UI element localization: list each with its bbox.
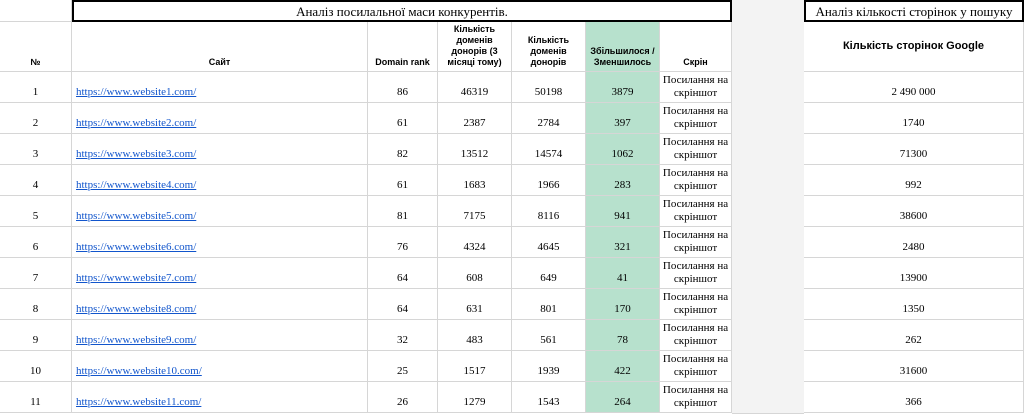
row-screenshot-link[interactable]: Посилання на скріншот — [660, 227, 732, 258]
row-screenshot-link[interactable]: Посилання на скріншот — [660, 103, 732, 134]
row-site-link[interactable]: https://www.website6.com/ — [72, 227, 368, 258]
row-domain-rank[interactable]: 76 — [368, 227, 438, 258]
row-screenshot-link[interactable]: Посилання на скріншот — [660, 320, 732, 351]
row-domain-rank[interactable]: 82 — [368, 134, 438, 165]
row-screenshot-link[interactable]: Посилання на скріншот — [660, 289, 732, 320]
row-screenshot-link[interactable]: Посилання на скріншот — [660, 351, 732, 382]
row-site-link[interactable]: https://www.website2.com/ — [72, 103, 368, 134]
row-change[interactable]: 264 — [586, 382, 660, 413]
row-site-link[interactable]: https://www.website1.com/ — [72, 72, 368, 103]
pages-analysis-title: Аналіз кількості сторінок у пошуку — [804, 0, 1024, 22]
row-donors-3-months[interactable]: 1279 — [438, 382, 512, 413]
row-google-pages[interactable]: 13900 — [804, 258, 1024, 289]
row-google-pages[interactable]: 1350 — [804, 289, 1024, 320]
row-donors[interactable]: 50198 — [512, 72, 586, 103]
header-change[interactable]: Збільшилося / Зменшилось — [586, 22, 660, 72]
header-donors-3-months[interactable]: Кількість доменів донорів (3 місяці тому) — [438, 22, 512, 72]
row-donors[interactable]: 1966 — [512, 165, 586, 196]
row-donors-3-months[interactable]: 483 — [438, 320, 512, 351]
row-num[interactable]: 8 — [0, 289, 72, 320]
row-google-pages[interactable]: 71300 — [804, 134, 1024, 165]
row-screenshot-link[interactable]: Посилання на скріншот — [660, 258, 732, 289]
backlink-analysis-title: Аналіз посилальної маси конкурентів. — [72, 0, 732, 22]
row-donors[interactable]: 801 — [512, 289, 586, 320]
row-num[interactable]: 11 — [0, 382, 72, 413]
row-num[interactable]: 3 — [0, 134, 72, 165]
row-screenshot-link[interactable]: Посилання на скріншот — [660, 382, 732, 413]
row-num[interactable]: 7 — [0, 258, 72, 289]
row-num[interactable]: 4 — [0, 165, 72, 196]
row-domain-rank[interactable]: 81 — [368, 196, 438, 227]
header-screen[interactable]: Скрін — [660, 22, 732, 72]
row-num[interactable]: 6 — [0, 227, 72, 258]
header-google-pages[interactable]: Кількість сторінок Google — [804, 22, 1024, 72]
row-change[interactable]: 321 — [586, 227, 660, 258]
row-google-pages[interactable]: 992 — [804, 165, 1024, 196]
row-donors[interactable]: 2784 — [512, 103, 586, 134]
row-google-pages[interactable]: 2 490 000 — [804, 72, 1024, 103]
header-domain-rank[interactable]: Domain rank — [368, 22, 438, 72]
row-donors-3-months[interactable]: 608 — [438, 258, 512, 289]
row-donors[interactable]: 4645 — [512, 227, 586, 258]
row-change[interactable]: 3879 — [586, 72, 660, 103]
row-site-link[interactable]: https://www.website9.com/ — [72, 320, 368, 351]
row-change[interactable]: 422 — [586, 351, 660, 382]
row-donors[interactable]: 1939 — [512, 351, 586, 382]
row-num[interactable]: 2 — [0, 103, 72, 134]
header-donors[interactable]: Кількість доменів донорів — [512, 22, 586, 72]
row-domain-rank[interactable]: 86 — [368, 72, 438, 103]
row-domain-rank[interactable]: 26 — [368, 382, 438, 413]
row-change[interactable]: 397 — [586, 103, 660, 134]
row-change[interactable]: 41 — [586, 258, 660, 289]
row-domain-rank[interactable]: 64 — [368, 289, 438, 320]
row-donors-3-months[interactable]: 7175 — [438, 196, 512, 227]
header-num[interactable]: № — [0, 22, 72, 72]
row-google-pages[interactable]: 31600 — [804, 351, 1024, 382]
row-site-link[interactable]: https://www.website11.com/ — [72, 382, 368, 413]
row-change[interactable]: 1062 — [586, 134, 660, 165]
row-change[interactable]: 283 — [586, 165, 660, 196]
row-donors-3-months[interactable]: 2387 — [438, 103, 512, 134]
row-site-link[interactable]: https://www.website3.com/ — [72, 134, 368, 165]
row-screenshot-link[interactable]: Посилання на скріншот — [660, 134, 732, 165]
row-change[interactable]: 941 — [586, 196, 660, 227]
row-google-pages[interactable]: 2480 — [804, 227, 1024, 258]
row-site-link[interactable]: https://www.website4.com/ — [72, 165, 368, 196]
row-donors-3-months[interactable]: 4324 — [438, 227, 512, 258]
row-donors-3-months[interactable]: 46319 — [438, 72, 512, 103]
row-donors-3-months[interactable]: 1683 — [438, 165, 512, 196]
row-donors-3-months[interactable]: 1517 — [438, 351, 512, 382]
row-num[interactable]: 5 — [0, 196, 72, 227]
row-change[interactable]: 78 — [586, 320, 660, 351]
row-change[interactable]: 170 — [586, 289, 660, 320]
row-domain-rank[interactable]: 25 — [368, 351, 438, 382]
row-google-pages[interactable]: 262 — [804, 320, 1024, 351]
row-donors[interactable]: 1543 — [512, 382, 586, 413]
row-donors-3-months[interactable]: 631 — [438, 289, 512, 320]
row-donors[interactable]: 8116 — [512, 196, 586, 227]
row-num[interactable]: 1 — [0, 72, 72, 103]
row-donors[interactable]: 14574 — [512, 134, 586, 165]
row-screenshot-link[interactable]: Посилання на скріншот — [660, 196, 732, 227]
row-domain-rank[interactable]: 61 — [368, 103, 438, 134]
row-screenshot-link[interactable]: Посилання на скріншот — [660, 165, 732, 196]
row-site-link[interactable]: https://www.website7.com/ — [72, 258, 368, 289]
header-site[interactable]: Сайт — [72, 22, 368, 72]
divider-column — [732, 0, 804, 414]
row-donors[interactable]: 561 — [512, 320, 586, 351]
row-num[interactable]: 10 — [0, 351, 72, 382]
corner-cell[interactable] — [0, 0, 72, 22]
row-google-pages[interactable]: 1740 — [804, 103, 1024, 134]
row-donors[interactable]: 649 — [512, 258, 586, 289]
row-google-pages[interactable]: 38600 — [804, 196, 1024, 227]
row-site-link[interactable]: https://www.website5.com/ — [72, 196, 368, 227]
row-num[interactable]: 9 — [0, 320, 72, 351]
row-site-link[interactable]: https://www.website8.com/ — [72, 289, 368, 320]
row-domain-rank[interactable]: 64 — [368, 258, 438, 289]
row-screenshot-link[interactable]: Посилання на скріншот — [660, 72, 732, 103]
row-domain-rank[interactable]: 61 — [368, 165, 438, 196]
row-google-pages[interactable]: 366 — [804, 382, 1024, 413]
row-domain-rank[interactable]: 32 — [368, 320, 438, 351]
row-site-link[interactable]: https://www.website10.com/ — [72, 351, 368, 382]
row-donors-3-months[interactable]: 13512 — [438, 134, 512, 165]
